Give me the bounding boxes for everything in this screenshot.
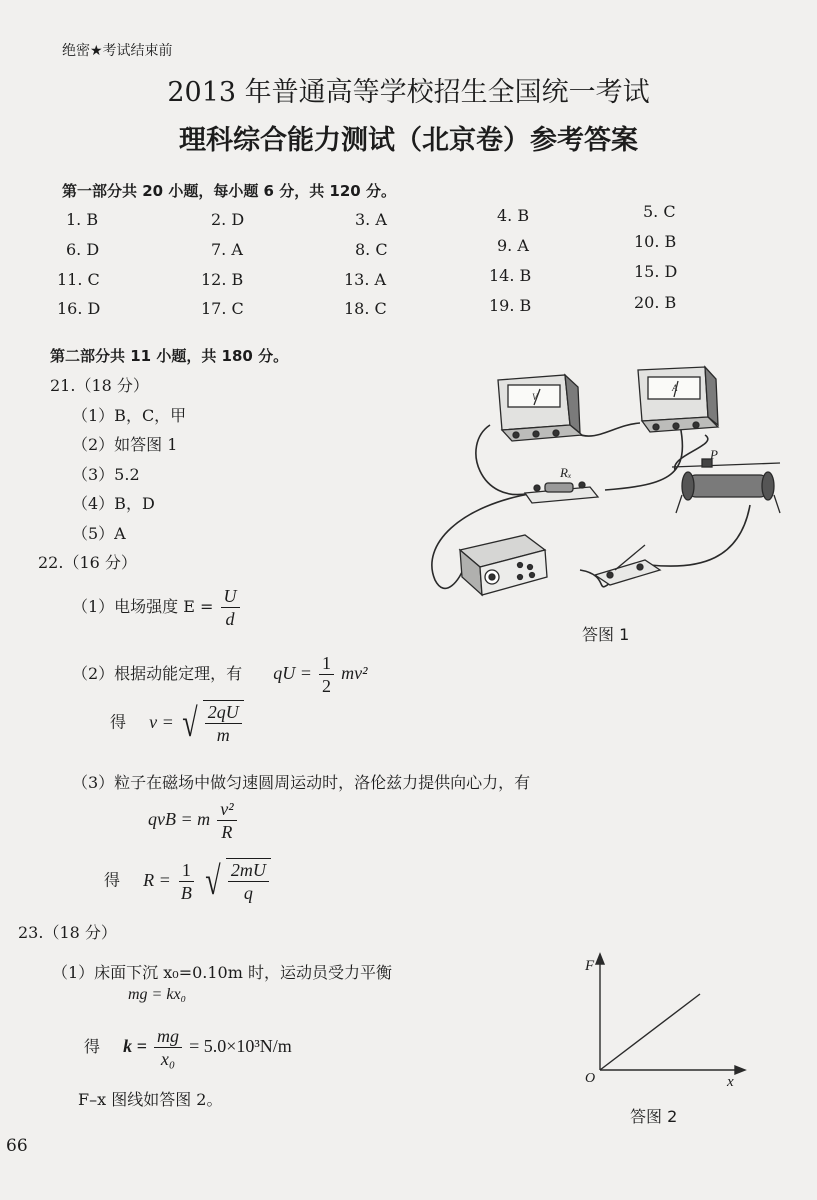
answer-item: 3. A <box>355 210 387 229</box>
equation-lhs: v = <box>149 711 174 732</box>
slider-label: P <box>710 447 718 462</box>
question-22-label: 22.（16 分） <box>38 553 137 572</box>
question-21-label: 21.（18 分） <box>50 376 149 395</box>
denominator: R <box>221 822 233 842</box>
answer-item: 4. B <box>497 206 530 225</box>
answer-item: 19. B <box>489 296 532 315</box>
ammeter <box>638 367 718 432</box>
q21-answer-5: （5）A <box>72 524 126 543</box>
numerator: 2mU <box>228 859 269 882</box>
denominator: x₀ <box>160 1049 176 1069</box>
origin-label: O <box>585 1071 596 1086</box>
numerator: U <box>221 585 240 608</box>
answer-item: 18. C <box>344 299 387 318</box>
answer-item: 16. D <box>57 299 101 318</box>
answer-item: 15. D <box>634 262 678 281</box>
q23-result <box>84 1025 292 1070</box>
q22-part1-text: （1）电场强度 E = <box>72 597 214 616</box>
denominator: B <box>180 882 192 903</box>
equation-rhs: = 5.0×10³N/m <box>189 1036 292 1056</box>
answer-item: 5. C <box>643 202 676 221</box>
switch <box>595 545 660 585</box>
part2-heading: 第二部分共 11 小题，共 180 分。 <box>50 347 289 365</box>
question-23-label: 23.（18 分） <box>18 923 117 942</box>
denominator: m <box>216 725 230 745</box>
q22-part3-result <box>104 858 273 904</box>
answer-item: 8. C <box>355 240 388 259</box>
q22-part3-equation <box>148 798 239 843</box>
answer-item: 17. C <box>201 299 244 318</box>
force-line <box>600 994 700 1070</box>
resistor-rx <box>525 482 598 503</box>
fraction-v2-over-r <box>217 798 236 843</box>
denominator: d <box>225 609 235 629</box>
numerator: 1 <box>179 859 194 882</box>
q23-balance-equation: mg = kx₀ <box>128 986 187 1003</box>
part1-heading: 第一部分共 20 小题，每小题 6 分，共 120 分。 <box>62 182 396 200</box>
answer-key-title: 理科综合能力测试（北京卷）参考答案 <box>179 125 638 156</box>
answer-item: 1. B <box>66 210 99 229</box>
exam-title: 2013 年普通高等学校招生全国统一考试 <box>167 77 650 108</box>
q22-part1 <box>72 585 242 630</box>
square-root: √ $\frac{2qU}{m}$ <box>179 700 246 746</box>
numerator: 2qU <box>205 701 242 724</box>
y-axis-label: F <box>585 958 595 974</box>
q23-graph-note: F–x 图线如答图 2。 <box>78 1090 223 1109</box>
answer-item: 11. C <box>57 270 100 289</box>
answer-item: 7. A <box>211 240 243 259</box>
q22-part2-result <box>110 700 246 746</box>
answer-item: 13. A <box>344 270 387 289</box>
numerator: 1 <box>319 652 334 675</box>
result-label: 得 <box>84 1037 101 1056</box>
force-displacement-graph <box>575 950 750 1090</box>
page-number: 66 <box>6 1136 28 1156</box>
answer-item: 14. B <box>489 266 532 285</box>
confidential-label: 绝密★考试结束前 <box>62 43 173 59</box>
answer-item: 12. B <box>201 270 244 289</box>
rx-label: Rₓ <box>560 465 572 480</box>
q22-part3-text: （3）粒子在磁场中做匀速圆周运动时，洛伦兹力提供向心力，有 <box>72 773 531 792</box>
equation-lhs: qvB = m <box>148 809 211 829</box>
denominator: q <box>243 883 253 903</box>
result-label: 得 <box>110 712 127 732</box>
answer-item: 2. D <box>211 210 245 229</box>
fraction-u-over-d <box>221 585 240 630</box>
result-label: 得 <box>104 870 121 890</box>
fraction-one-half <box>319 652 334 697</box>
answer-item: 9. A <box>497 236 529 255</box>
q21-answer-2: （2）如答图 1 <box>72 435 178 454</box>
answer-item: 6. D <box>66 240 100 259</box>
x-axis-arrow <box>735 1066 745 1074</box>
fraction-mg-over-x0 <box>154 1025 182 1070</box>
q21-answer-1: （1）B，C，甲 <box>72 406 187 425</box>
power-supply <box>460 535 547 595</box>
figure2-caption: 答图 2 <box>630 1107 678 1126</box>
ammeter-label: A <box>672 383 678 393</box>
answer-item: 10. B <box>634 232 677 251</box>
y-axis-arrow <box>596 954 604 964</box>
voltmeter <box>498 375 582 441</box>
denominator: 2 <box>322 676 332 696</box>
circuit-diagram <box>420 355 800 615</box>
numerator: mg <box>154 1025 182 1048</box>
fraction-one-over-b <box>178 859 195 904</box>
equation-lhs: R = <box>143 869 171 890</box>
numerator: v² <box>217 798 236 821</box>
q21-answer-4: （4）B，D <box>72 494 155 513</box>
square-root: √ $\frac{2mU}{q}$ <box>202 858 273 904</box>
voltmeter-label: V <box>532 392 538 402</box>
q22-part2 <box>72 652 368 697</box>
x-axis-label: x <box>727 1074 734 1090</box>
equation-rhs: mv² <box>341 663 368 683</box>
equation-lhs: k = <box>123 1036 147 1056</box>
q23-part1-text: （1）床面下沉 x₀=0.10m 时，运动员受力平衡 <box>52 963 392 982</box>
equation-lhs: qU = <box>273 663 312 683</box>
rheostat <box>672 459 780 513</box>
q21-answer-3: （3）5.2 <box>72 465 140 484</box>
figure1-caption: 答图 1 <box>582 625 630 644</box>
q22-part2-text: （2）根据动能定理，有 <box>72 664 243 683</box>
answer-item: 20. B <box>634 293 677 312</box>
